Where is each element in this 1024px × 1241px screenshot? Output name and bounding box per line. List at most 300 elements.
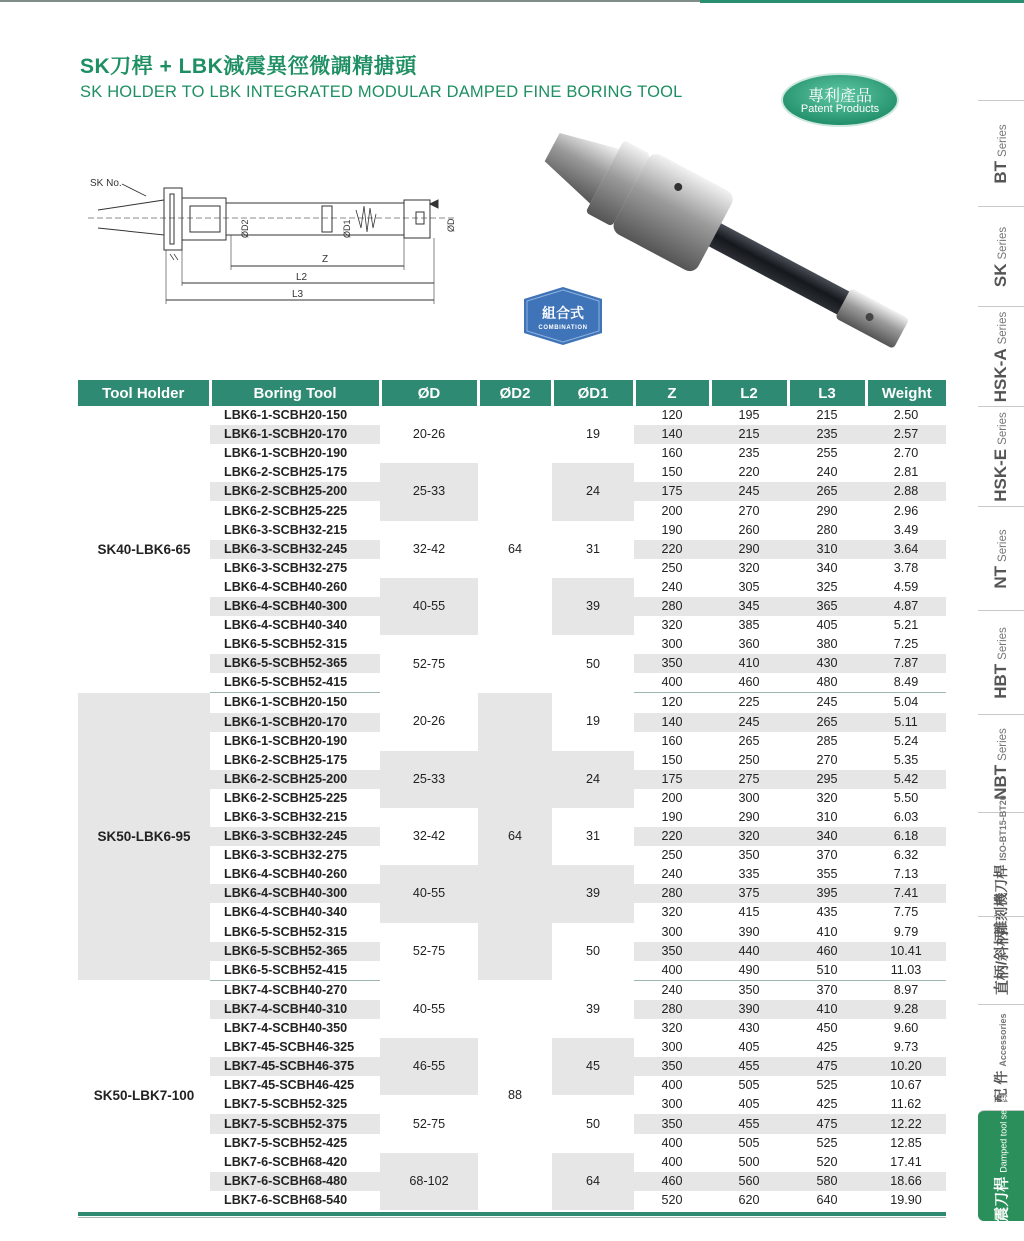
table-bottom-rule-thin	[78, 1217, 946, 1218]
boring-tool-cell: LBK7-45-SCBH46-425	[210, 1076, 380, 1095]
l2-cell: 225	[710, 693, 788, 713]
l3-cell: 475	[788, 1057, 866, 1076]
od-cell: 46-55	[380, 1038, 478, 1095]
z-cell: 200	[634, 789, 710, 808]
spec-table	[78, 380, 946, 1210]
z-cell: 350	[634, 942, 710, 961]
sidebar-item-label: 雕刻機刀桿	[993, 864, 1009, 935]
z-cell: 400	[634, 1134, 710, 1153]
sidebar-item-text	[991, 728, 1011, 800]
patent-label-en: Patent Products	[800, 103, 880, 115]
sidebar-item[interactable]	[978, 795, 1024, 935]
boring-tool-cell: LBK6-4-SCBH40-300	[210, 597, 380, 616]
od-cell: 25-33	[380, 463, 478, 520]
od1-cell: 50	[552, 635, 634, 693]
l3-cell: 430	[788, 654, 866, 673]
boring-tool-cell: LBK6-1-SCBH20-170	[210, 713, 380, 732]
l2-cell: 345	[710, 597, 788, 616]
top-rule-accent	[700, 0, 1024, 3]
z-cell: 320	[634, 1019, 710, 1038]
weight-cell: 5.42	[866, 770, 946, 789]
boring-tool-cell: LBK7-4-SCBH40-350	[210, 1019, 380, 1038]
boring-tool-cell: LBK6-1-SCBH20-190	[210, 732, 380, 751]
tool-holder-cell: SK40-LBK6-65	[78, 406, 210, 693]
weight-cell: 18.66	[866, 1172, 946, 1191]
weight-cell: 12.22	[866, 1114, 946, 1133]
weight-cell: 12.85	[866, 1134, 946, 1153]
sidebar-item[interactable]	[978, 916, 1024, 1005]
weight-cell: 2.57	[866, 425, 946, 444]
l2-cell: 490	[710, 961, 788, 981]
boring-tool-cell: LBK6-5-SCBH52-415	[210, 673, 380, 693]
l2-cell: 455	[710, 1057, 788, 1076]
boring-tool-cell: LBK6-4-SCBH40-340	[210, 903, 380, 922]
boring-tool-cell: LBK6-5-SCBH52-315	[210, 635, 380, 654]
od1-cell: 24	[552, 463, 634, 520]
sidebar-item[interactable]	[978, 306, 1024, 407]
sidebar-item-text	[991, 529, 1011, 588]
weight-cell: 9.28	[866, 1000, 946, 1019]
l3-cell: 450	[788, 1019, 866, 1038]
boring-tool-cell: LBK6-2-SCBH25-225	[210, 789, 380, 808]
boring-tool-cell: LBK6-3-SCBH32-275	[210, 846, 380, 865]
l3-cell: 475	[788, 1114, 866, 1133]
series-sidebar	[978, 100, 1024, 1237]
sidebar-item-sublabel: Series	[997, 412, 1009, 445]
tool-holder-cell: SK50-LBK6-95	[78, 693, 210, 980]
page-title-en: SK HOLDER TO LBK INTEGRATED MODULAR DAMPED FINE BORING TOOL	[80, 83, 683, 101]
l3-cell: 460	[788, 942, 866, 961]
z-cell: 350	[634, 1114, 710, 1133]
od1-cell: 39	[552, 865, 634, 922]
z-cell: 280	[634, 597, 710, 616]
z-cell: 520	[634, 1191, 710, 1210]
column-header: L3	[788, 380, 866, 406]
label-d1: ØD1	[342, 219, 352, 238]
boring-tool-cell: LBK6-3-SCBH32-275	[210, 559, 380, 578]
l3-cell: 365	[788, 597, 866, 616]
l2-cell: 620	[710, 1191, 788, 1210]
sidebar-item-text	[991, 412, 1011, 502]
l3-cell: 245	[788, 693, 866, 713]
boring-tool-cell: LBK6-5-SCBH52-415	[210, 961, 380, 981]
l2-cell: 430	[710, 1019, 788, 1038]
z-cell: 320	[634, 903, 710, 922]
l2-cell: 305	[710, 578, 788, 597]
boring-tool-cell: LBK7-5-SCBH52-375	[210, 1114, 380, 1133]
od2-cell: 64	[478, 693, 552, 980]
table-row	[78, 406, 946, 425]
l2-cell: 270	[710, 501, 788, 520]
weight-cell: 7.13	[866, 865, 946, 884]
weight-cell: 7.25	[866, 635, 946, 654]
weight-cell: 17.41	[866, 1153, 946, 1172]
boring-tool-cell: LBK6-1-SCBH20-150	[210, 406, 380, 425]
sidebar-item-label: BT	[991, 160, 1010, 184]
l2-cell: 375	[710, 884, 788, 903]
sidebar-item-text	[991, 795, 1011, 935]
weight-cell: 2.50	[866, 406, 946, 425]
l2-cell: 320	[710, 827, 788, 846]
sidebar-item-sublabel: Series	[997, 311, 1009, 345]
l3-cell: 425	[788, 1038, 866, 1057]
column-header: ØD	[380, 380, 478, 406]
boring-tool-cell: LBK6-5-SCBH52-365	[210, 942, 380, 961]
l3-cell: 310	[788, 540, 866, 559]
z-cell: 320	[634, 616, 710, 635]
label-z: Z	[322, 254, 329, 265]
od-cell: 40-55	[380, 865, 478, 922]
l3-cell: 340	[788, 827, 866, 846]
l2-cell: 500	[710, 1153, 788, 1172]
l2-cell: 505	[710, 1134, 788, 1153]
l2-cell: 350	[710, 846, 788, 865]
l3-cell: 320	[788, 789, 866, 808]
od1-cell: 31	[552, 521, 634, 578]
od1-cell: 24	[552, 751, 634, 808]
sidebar-item-text	[991, 927, 1012, 995]
z-cell: 140	[634, 713, 710, 732]
z-cell: 460	[634, 1172, 710, 1191]
l2-cell: 460	[710, 673, 788, 693]
sidebar-item-sublabel: Series	[997, 124, 1009, 157]
boring-tool-cell: LBK6-4-SCBH40-260	[210, 578, 380, 597]
l2-cell: 360	[710, 635, 788, 654]
l3-cell: 215	[788, 406, 866, 425]
l3-cell: 435	[788, 903, 866, 922]
l2-cell: 405	[710, 1038, 788, 1057]
l2-cell: 390	[710, 1000, 788, 1019]
combination-badge	[524, 287, 602, 345]
l3-cell: 340	[788, 559, 866, 578]
label-d: ØD	[446, 218, 456, 232]
z-cell: 120	[634, 406, 710, 425]
l3-cell: 410	[788, 923, 866, 942]
sidebar-item[interactable]	[978, 406, 1024, 507]
l3-cell: 240	[788, 463, 866, 482]
l2-cell: 440	[710, 942, 788, 961]
l3-cell: 525	[788, 1134, 866, 1153]
l3-cell: 370	[788, 980, 866, 1000]
l2-cell: 455	[710, 1114, 788, 1133]
weight-cell: 5.21	[866, 616, 946, 635]
column-header: ØD2	[478, 380, 552, 406]
l3-cell: 510	[788, 961, 866, 981]
sidebar-item-label: HBT	[991, 663, 1010, 699]
weight-cell: 9.79	[866, 923, 946, 942]
z-cell: 190	[634, 808, 710, 827]
tool-holder-cell: SK50-LBK7-100	[78, 980, 210, 1210]
weight-cell: 5.24	[866, 732, 946, 751]
boring-tool-cell: LBK6-3-SCBH32-215	[210, 808, 380, 827]
sidebar-item-sublabel: ISO-BT15-BT20	[998, 795, 1008, 861]
boring-tool-cell: LBK6-1-SCBH20-170	[210, 425, 380, 444]
weight-cell: 2.88	[866, 482, 946, 501]
l2-cell: 250	[710, 751, 788, 770]
z-cell: 140	[634, 425, 710, 444]
sidebar-item-label: 配 件	[993, 1070, 1009, 1103]
weight-cell: 6.18	[866, 827, 946, 846]
boring-tool-cell: LBK7-5-SCBH52-425	[210, 1134, 380, 1153]
z-cell: 175	[634, 770, 710, 789]
z-cell: 160	[634, 732, 710, 751]
boring-tool-cell: LBK6-5-SCBH52-365	[210, 654, 380, 673]
od1-cell: 39	[552, 578, 634, 635]
weight-cell: 11.03	[866, 961, 946, 981]
label-d2: ØD2	[240, 219, 250, 238]
label-sk-no: SK No.	[90, 178, 122, 189]
weight-cell: 8.97	[866, 980, 946, 1000]
boring-tool-cell: LBK6-1-SCBH20-190	[210, 444, 380, 463]
od-cell: 25-33	[380, 751, 478, 808]
weight-cell: 6.32	[866, 846, 946, 865]
boring-tool-cell: LBK7-4-SCBH40-270	[210, 980, 380, 1000]
l2-cell: 385	[710, 616, 788, 635]
od1-cell: 31	[552, 808, 634, 865]
od1-cell: 45	[552, 1038, 634, 1095]
patent-badge	[780, 72, 900, 128]
column-header: Boring Tool	[210, 380, 380, 406]
od-cell: 52-75	[380, 923, 478, 981]
od-cell: 32-42	[380, 521, 478, 578]
weight-cell: 7.41	[866, 884, 946, 903]
sidebar-item-text	[991, 227, 1011, 287]
l3-cell: 410	[788, 1000, 866, 1019]
sidebar-item-label: 減震刀桿	[993, 1176, 1011, 1237]
weight-cell: 3.49	[866, 521, 946, 540]
l2-cell: 275	[710, 770, 788, 789]
sidebar-item-text	[991, 312, 1011, 402]
column-header: Z	[634, 380, 710, 406]
sidebar-item-label: 直柄/斜柄	[993, 930, 1011, 996]
weight-cell: 5.50	[866, 789, 946, 808]
sidebar-item-text	[991, 124, 1011, 183]
l2-cell: 215	[710, 425, 788, 444]
table-row	[78, 693, 946, 713]
l3-cell: 295	[788, 770, 866, 789]
l2-cell: 560	[710, 1172, 788, 1191]
weight-cell: 2.81	[866, 463, 946, 482]
weight-cell: 4.87	[866, 597, 946, 616]
boring-tool-cell: LBK7-6-SCBH68-420	[210, 1153, 380, 1172]
boring-tool-cell: LBK7-4-SCBH40-310	[210, 1000, 380, 1019]
page-title-cn: SK刀桿 + LBK減震異徑微調精搪頭	[80, 55, 417, 78]
l2-cell: 405	[710, 1095, 788, 1114]
sidebar-item-text	[991, 1095, 1012, 1237]
l2-cell: 415	[710, 903, 788, 922]
weight-cell: 11.62	[866, 1095, 946, 1114]
weight-cell: 2.96	[866, 501, 946, 520]
od1-cell: 19	[552, 406, 634, 463]
top-rule	[0, 0, 700, 2]
l3-cell: 520	[788, 1153, 866, 1172]
l3-cell: 405	[788, 616, 866, 635]
od1-cell: 50	[552, 1095, 634, 1152]
weight-cell: 3.78	[866, 559, 946, 578]
weight-cell: 5.04	[866, 693, 946, 713]
l3-cell: 395	[788, 884, 866, 903]
weight-cell: 3.64	[866, 540, 946, 559]
z-cell: 175	[634, 482, 710, 501]
z-cell: 220	[634, 540, 710, 559]
boring-tool-cell: LBK6-3-SCBH32-215	[210, 521, 380, 540]
l3-cell: 255	[788, 444, 866, 463]
od-cell: 52-75	[380, 1095, 478, 1152]
l3-cell: 355	[788, 865, 866, 884]
badge-label-en: COMBINATION	[538, 325, 588, 331]
z-cell: 400	[634, 1076, 710, 1095]
l2-cell: 390	[710, 923, 788, 942]
weight-cell: 5.11	[866, 713, 946, 732]
patent-label-cn: 專利產品	[807, 88, 872, 105]
od1-cell: 64	[552, 1153, 634, 1210]
boring-tool-cell: LBK7-5-SCBH52-325	[210, 1095, 380, 1114]
boring-tool-cell: LBK7-45-SCBH46-325	[210, 1038, 380, 1057]
z-cell: 300	[634, 923, 710, 942]
l3-cell: 370	[788, 846, 866, 865]
l2-cell: 350	[710, 980, 788, 1000]
sidebar-item[interactable]	[978, 610, 1024, 715]
badge-label-cn: 組合式	[542, 305, 584, 321]
l2-cell: 505	[710, 1076, 788, 1095]
z-cell: 150	[634, 751, 710, 770]
sidebar-item-label: NT	[991, 565, 1010, 589]
boring-tool-cell: LBK6-3-SCBH32-245	[210, 540, 380, 559]
sidebar-item-sublabel: Damped tool series	[998, 1095, 1009, 1173]
l3-cell: 640	[788, 1191, 866, 1210]
boring-tool-cell: LBK7-6-SCBH68-540	[210, 1191, 380, 1210]
l3-cell: 265	[788, 482, 866, 501]
weight-cell: 19.90	[866, 1191, 946, 1210]
od-cell: 52-75	[380, 635, 478, 693]
l3-cell: 525	[788, 1076, 866, 1095]
weight-cell: 9.60	[866, 1019, 946, 1038]
sidebar-item[interactable]	[978, 100, 1024, 207]
boring-tool-cell: LBK6-2-SCBH25-200	[210, 770, 380, 789]
weight-cell: 10.67	[866, 1076, 946, 1095]
weight-cell: 4.59	[866, 578, 946, 597]
z-cell: 190	[634, 521, 710, 540]
l2-cell: 290	[710, 808, 788, 827]
sidebar-item[interactable]	[978, 206, 1024, 307]
boring-tool-cell: LBK6-1-SCBH20-150	[210, 693, 380, 713]
z-cell: 250	[634, 559, 710, 578]
boring-tool-cell: LBK6-4-SCBH40-300	[210, 884, 380, 903]
sidebar-item[interactable]	[978, 506, 1024, 611]
l2-cell: 410	[710, 654, 788, 673]
spec-table-wrapper	[78, 380, 946, 1210]
weight-cell: 9.73	[866, 1038, 946, 1057]
od-cell: 32-42	[380, 808, 478, 865]
l2-cell: 220	[710, 463, 788, 482]
z-cell: 300	[634, 1095, 710, 1114]
z-cell: 160	[634, 444, 710, 463]
l2-cell: 300	[710, 789, 788, 808]
l3-cell: 235	[788, 425, 866, 444]
technical-drawing	[86, 170, 466, 320]
table-bottom-rule	[78, 1212, 946, 1216]
boring-tool-cell: LBK6-2-SCBH25-175	[210, 751, 380, 770]
sidebar-item[interactable]	[978, 1095, 1024, 1237]
sidebar-item-label: HSK-E	[991, 448, 1010, 502]
weight-cell: 10.20	[866, 1057, 946, 1076]
z-cell: 300	[634, 635, 710, 654]
label-l2: L2	[296, 272, 308, 283]
od2-cell: 88	[478, 980, 552, 1210]
boring-tool-cell: LBK6-4-SCBH40-260	[210, 865, 380, 884]
l3-cell: 285	[788, 732, 866, 751]
column-header: L2	[710, 380, 788, 406]
z-cell: 150	[634, 463, 710, 482]
od2-cell: 64	[478, 406, 552, 693]
column-header: Tool Holder	[78, 380, 210, 406]
weight-cell: 10.41	[866, 942, 946, 961]
od-cell: 20-26	[380, 406, 478, 463]
l3-cell: 580	[788, 1172, 866, 1191]
l3-cell: 265	[788, 713, 866, 732]
weight-cell: 8.49	[866, 673, 946, 693]
l3-cell: 310	[788, 808, 866, 827]
l2-cell: 245	[710, 482, 788, 501]
column-header: Weight	[866, 380, 946, 406]
weight-cell: 5.35	[866, 751, 946, 770]
od-cell: 40-55	[380, 578, 478, 635]
boring-tool-cell: LBK6-2-SCBH25-175	[210, 463, 380, 482]
table-row	[78, 980, 946, 1000]
boring-tool-cell: LBK6-2-SCBH25-200	[210, 482, 380, 501]
od1-cell: 19	[552, 693, 634, 751]
sidebar-item-text	[991, 1014, 1011, 1103]
l2-cell: 265	[710, 732, 788, 751]
z-cell: 240	[634, 980, 710, 1000]
sidebar-item-label: NBT	[991, 764, 1010, 800]
z-cell: 250	[634, 846, 710, 865]
od-cell: 40-55	[380, 980, 478, 1038]
z-cell: 280	[634, 1000, 710, 1019]
table-header-row	[78, 380, 946, 406]
l2-cell: 235	[710, 444, 788, 463]
z-cell: 400	[634, 673, 710, 693]
z-cell: 120	[634, 693, 710, 713]
sidebar-item-sublabel: Series	[997, 728, 1009, 761]
l3-cell: 280	[788, 521, 866, 540]
z-cell: 200	[634, 501, 710, 520]
od-cell: 68-102	[380, 1153, 478, 1210]
sidebar-item-label: SK	[991, 263, 1010, 288]
z-cell: 400	[634, 1153, 710, 1172]
z-cell: 350	[634, 654, 710, 673]
boring-tool-cell: LBK6-2-SCBH25-225	[210, 501, 380, 520]
l3-cell: 270	[788, 751, 866, 770]
z-cell: 400	[634, 961, 710, 981]
weight-cell: 7.87	[866, 654, 946, 673]
sidebar-item-sublabel: Series	[997, 226, 1009, 260]
weight-cell: 6.03	[866, 808, 946, 827]
boring-tool-cell: LBK7-45-SCBH46-375	[210, 1057, 380, 1076]
z-cell: 220	[634, 827, 710, 846]
l2-cell: 195	[710, 406, 788, 425]
z-cell: 240	[634, 578, 710, 597]
l2-cell: 320	[710, 559, 788, 578]
sidebar-item-sublabel: Series	[997, 529, 1009, 562]
l3-cell: 290	[788, 501, 866, 520]
sidebar-item-sublabel: Accessories	[998, 1013, 1008, 1067]
boring-tool-cell: LBK6-3-SCBH32-245	[210, 827, 380, 846]
boring-tool-cell: LBK6-5-SCBH52-315	[210, 923, 380, 942]
sidebar-item-text	[991, 627, 1011, 699]
sidebar-item-sublabel: Series	[997, 627, 1009, 660]
z-cell: 240	[634, 865, 710, 884]
